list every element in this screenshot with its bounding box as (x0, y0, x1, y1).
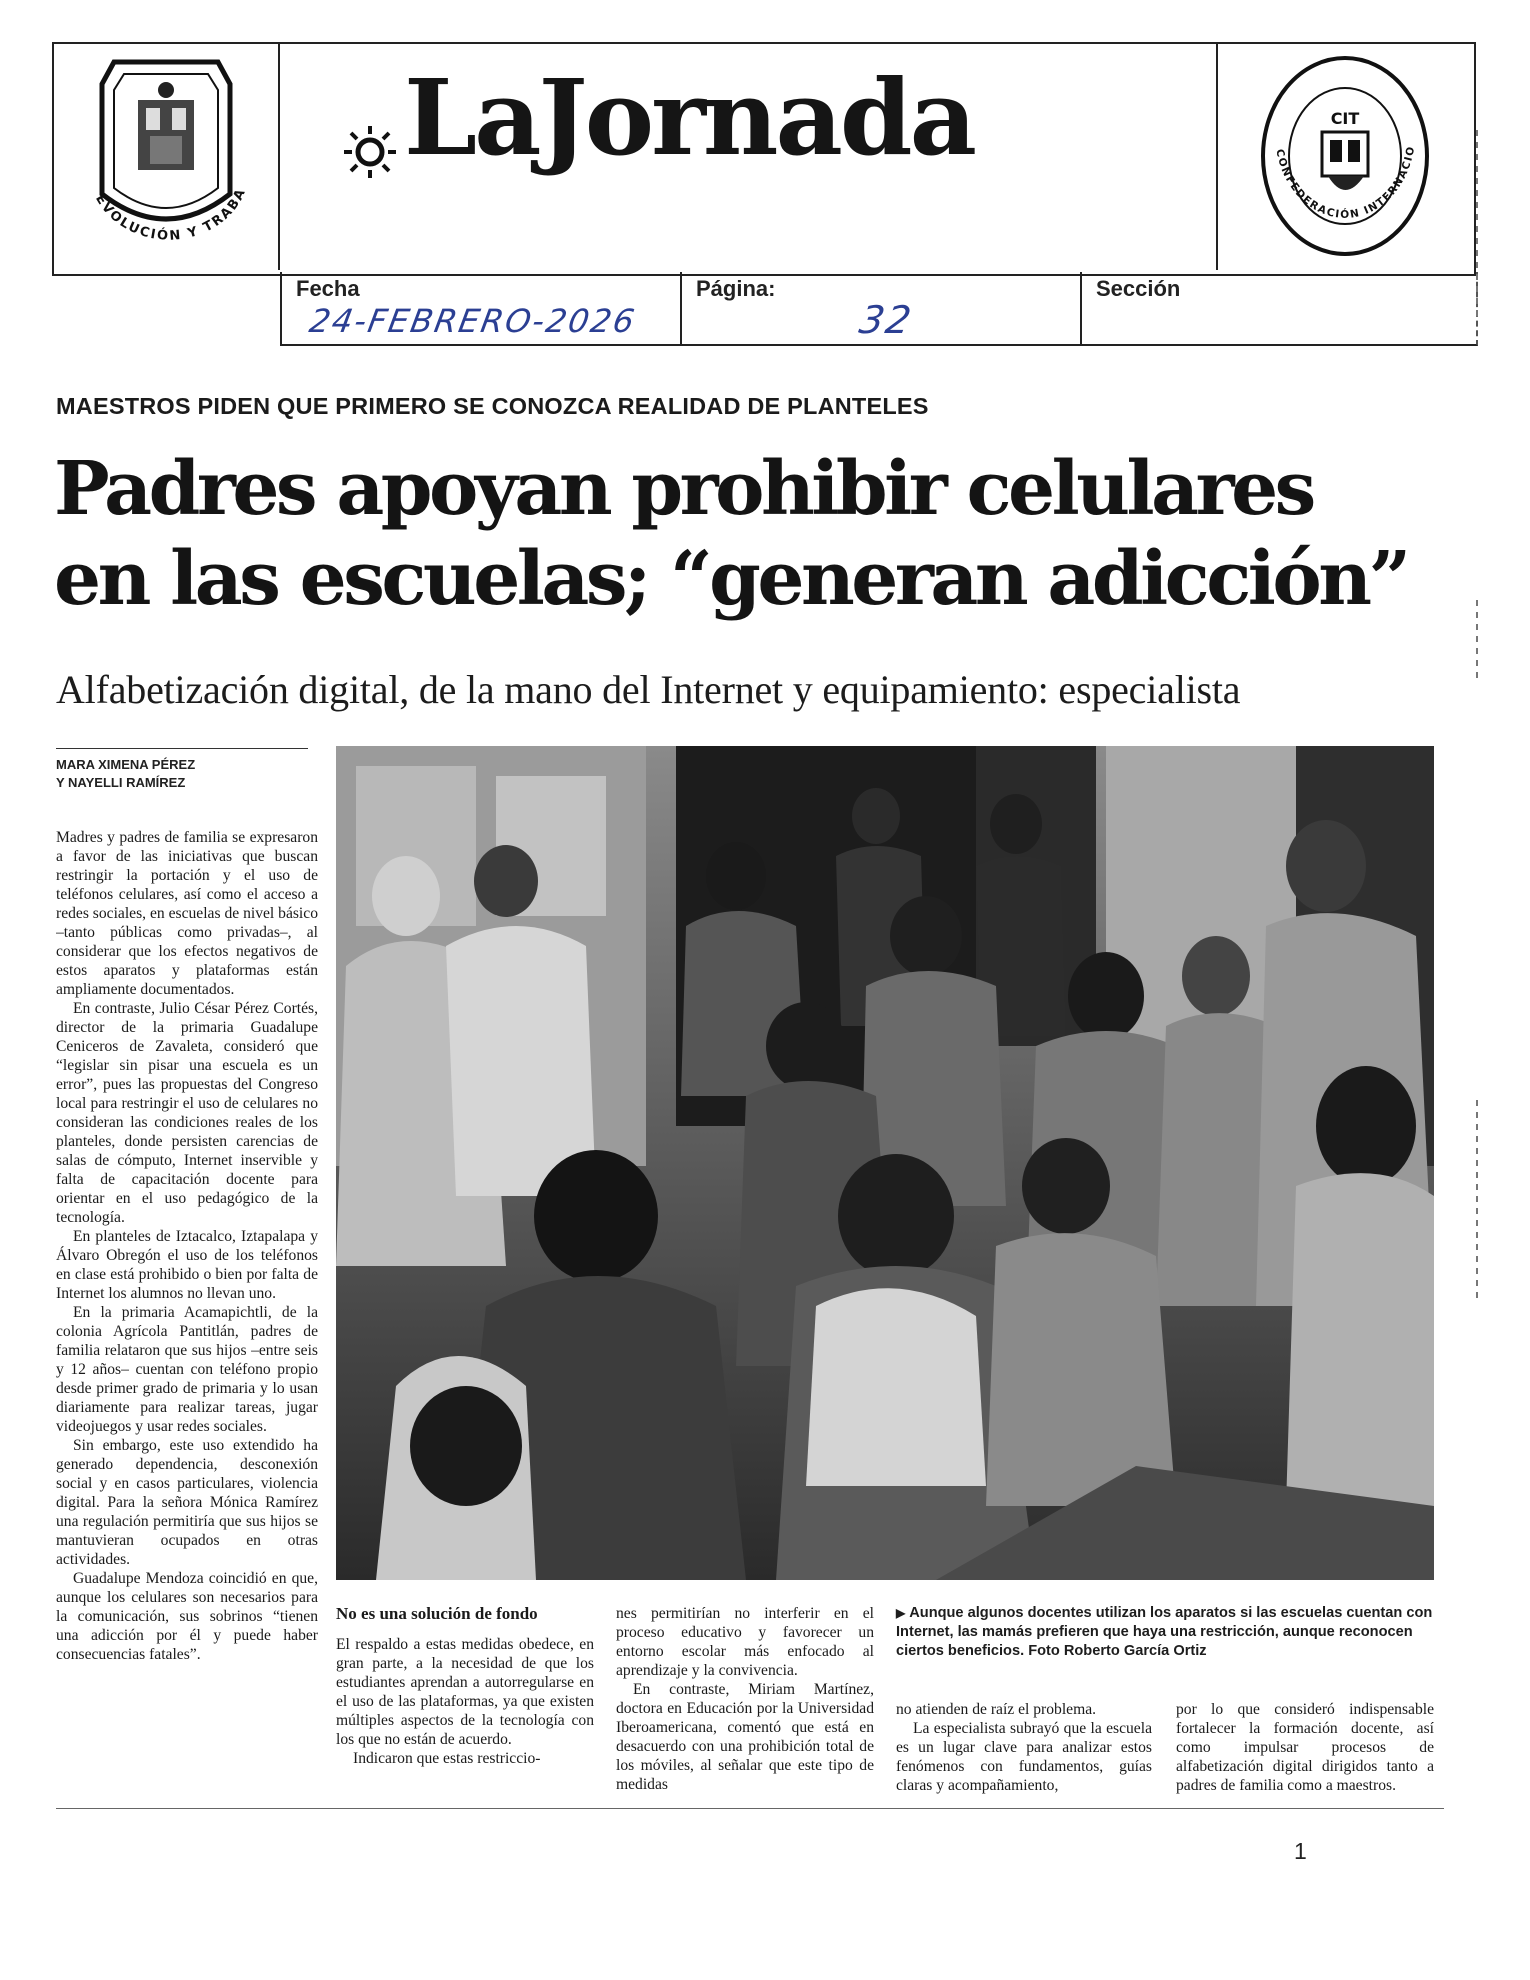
scan-edge-mark (1476, 600, 1478, 680)
newspaper-logo: LaJornada (404, 56, 974, 179)
byline-author-2: Y NAYELLI RAMÍREZ (56, 775, 186, 790)
page-number: 1 (1294, 1838, 1307, 1864)
paragraph: Madres y padres de familia se expresaron a favor de las iniciativas que buscan restringir la portación y el uso de teléfonos celulares, así como el acceso a redes sociales, en escuelas de nivel básico –tanto públicas como privadas–, al considerar que los efectos negativos de estos aparatos y plataformas están ampliamente documentados. (56, 829, 318, 998)
masthead-logo-area (280, 44, 1216, 270)
left-seal-motto: EVOLUCIÓN Y TRABA (92, 185, 250, 244)
headline-line-2: en las escuelas; “generan adicción” (54, 536, 1408, 622)
seccion-label: Sección (1096, 276, 1181, 301)
paragraph: nes permitirían no interferir en el proceso educativo y favorecer un entorno escolar más enfocado al aprendizaje y la convivencia. (616, 1605, 874, 1679)
seccion-cell (1082, 272, 1476, 344)
fecha-handwritten-value: 24-FEBRERO-2026 (306, 302, 640, 340)
paragraph: En planteles de Iztacalco, Iztapalapa y Álvaro Obregón el uso de los teléfonos en clase está prohibido o bien por falta de Internet los alumnos no llevan uno. (56, 1228, 318, 1302)
paragraph: Sin embargo, este uso extendido ha generado dependencia, desconexión social y en casos particulares, violencia digital. Para la señora Mónica Ramírez una regulación permitiría que sus hijos se mantuvieran ocupados en otras actividades. (56, 1437, 318, 1568)
photo-children-entering-school-icon (336, 746, 1434, 1580)
article-headline (54, 444, 1474, 624)
pagina-cell (682, 272, 1082, 344)
pagina-handwritten-value: 32 (856, 298, 917, 342)
cit-seal-icon (1218, 44, 1472, 270)
article-column-5 (1176, 1700, 1434, 1795)
scan-edge-mark (1476, 130, 1478, 320)
article-subhead: No es una solución de fondo (336, 1604, 538, 1623)
sun-logo-icon (342, 124, 398, 180)
article-photo (336, 746, 1434, 1580)
fecha-cell (282, 272, 682, 344)
paragraph: En contraste, Julio César Pérez Cortés, director de la primaria Guadalupe Ceniceros de Zavaleta, consideró que “legislar sin pisar una escuela es un error”, pues las propuestas del Congreso local para restringir el uso de celulares no consideran las condiciones reales de los planteles, donde persisten carencias de salas de cómputo, Internet inservible y falta de capacitación docente para orientar en el uso pedagógico de la tecnología. (56, 1000, 318, 1226)
article-column-3 (616, 1604, 874, 1794)
byline-author-1: MARA XIMENA PÉREZ (56, 757, 196, 772)
article-column-4 (896, 1700, 1152, 1795)
clipping-info-row (280, 272, 1478, 346)
article-kicker: MAESTROS PIDEN QUE PRIMERO SE CONOZCA REALIDAD DE PLANTELES (56, 393, 929, 419)
cit-seal-right (1216, 44, 1472, 270)
fecha-label: Fecha (296, 276, 360, 301)
byline-rule (56, 748, 308, 749)
cit-acronym: CIT (1330, 109, 1360, 128)
paragraph: El respaldo a estas medidas obedece, en gran parte, a la necesidad de que los estudiantes aprendan a autorregularse en el uso de las plataformas, ya que existen múltiples aspectos de la tecnología con los que no están de acuerdo. (336, 1636, 594, 1748)
pagina-label: Página: (696, 276, 776, 301)
photo-caption (896, 1604, 1436, 1661)
paragraph: por lo que consideró indispensable fortalecer la formación docente, así como impulsar procesos de alfabetización digital dirigidos tanto a padres de familia como a maestros. (1176, 1701, 1434, 1794)
bottom-rule (56, 1808, 1444, 1809)
masthead (52, 42, 1474, 348)
union-seal-icon (54, 44, 278, 270)
paragraph: Indicaron que estas restriccio- (353, 1750, 541, 1767)
paragraph: La especialista subrayó que la escuela es un lugar clave para analizar estos fenómenos con fundamentos, guías claras y acompañamiento, (896, 1720, 1152, 1794)
paragraph: En la primaria Acamapichtli, de la colonia Agrícola Pantitlán, padres de familia relataron que sus hijos –entre seis y 12 años– cuentan con teléfono propio desde primer grado de primaria y lo usan diariamente para realizar tareas, jugar videojuegos y usar redes sociales. (56, 1304, 318, 1435)
headline-line-1: Padres apoyan prohibir celulares (54, 446, 1313, 532)
cit-seal-motto: CONFEDERACIÓN INTERNACIO (1273, 144, 1418, 221)
union-seal-left (54, 44, 280, 270)
article-deck: Alfabetización digital, de la mano del Internet y equipamiento: especialista (56, 667, 1241, 712)
paragraph: En contraste, Miriam Martínez, doctora en Educación por la Universidad Iberoamericana, comentó que está en desacuerdo con una prohibición total de los móviles, al señalar que este tipo de medidas (616, 1681, 874, 1793)
paragraph: Guadalupe Mendoza coincidió en que, aunque los celulares son necesarios para la comunicación, sus sobrinos “tienen una adicción por él y puede haber consecuencias fatales”. (56, 1570, 318, 1663)
paragraph: no atienden de raíz el problema. (896, 1701, 1097, 1718)
caption-text: Aunque algunos docentes utilizan los aparatos si las escuelas cuentan con Internet, las mamás prefieren que haya una restricción, aunque reconocen ciertos beneficios. Foto Roberto García Ortiz (896, 1605, 1433, 1659)
caption-arrow-icon: ▶ (896, 1606, 906, 1620)
article-column-2 (336, 1604, 594, 1768)
article-column-1 (56, 828, 318, 1796)
article-byline (56, 756, 195, 792)
scan-edge-mark (1476, 1100, 1478, 1300)
